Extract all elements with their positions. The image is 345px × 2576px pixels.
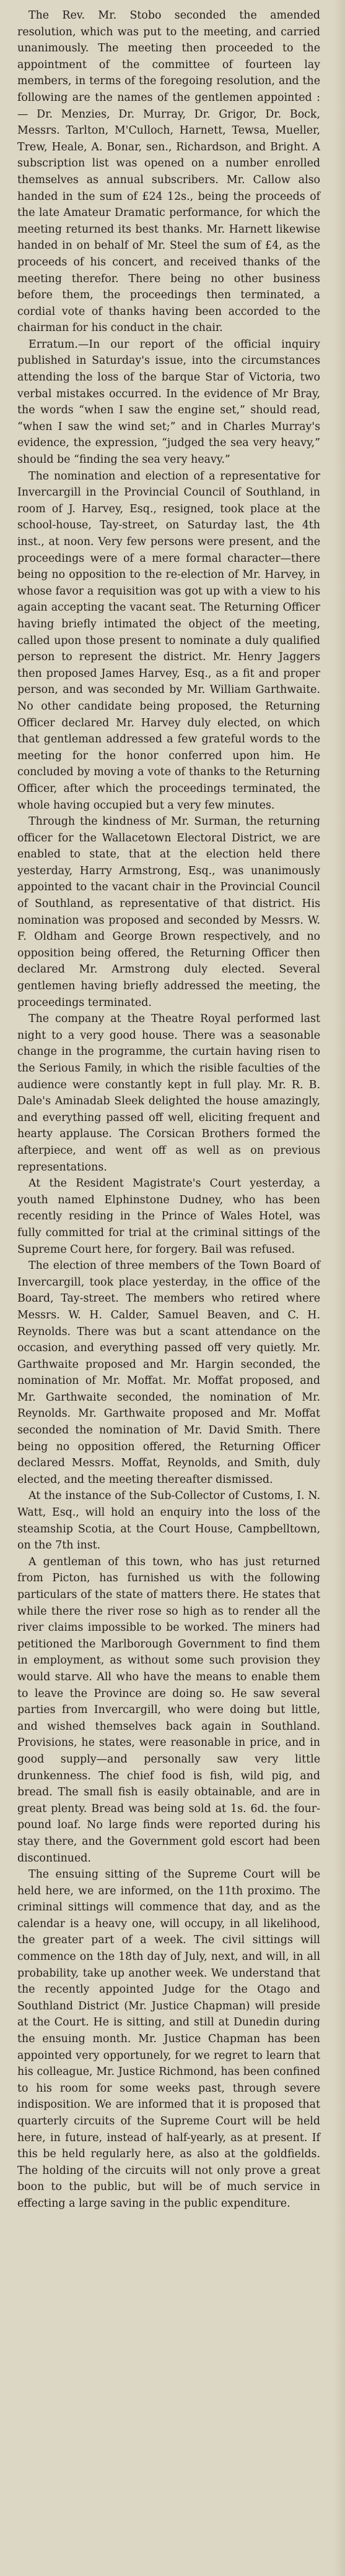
paragraph-town-board: The election of three members of the Town Board of Invercargill, took place yesterday, in the office of the Board, Tay-street. The members who retired where Messrs. W. H. Calder, Samuel Beaven, and C. H. Reynolds. There was but a scant attendance on the occasion, and everything passed off very quietly. Mr. Garthwaite proposed and Mr. Hargin seconded, the nomination of Mr. Moffat. Mr. Moffat proposed, and Mr. Garthwaite seconded, the nomination of Mr. Reynolds. Mr. Garthwaite proposed and Mr. Moffat seconded the nomination of Mr. David Smith. There being no opposition offered, the Returning Officer declared Messrs. Moffat, Reynolds, and Smith, duly elected, and the meeting thereafter dismissed.: [17, 1260, 320, 1486]
paragraph-supreme-court: The ensuing sitting of the Supreme Court will be held here, we are informed, on the 11th proximo. The criminal sittings will commence that day, and as the calendar is a heavy one, will occupy, in all likelihood, the greater part of a week. The civil sittings will commence on the 18th day of July, next, and will, in all probability, take up another week. We understand that the recently appointed Judge for the Otago and Southland District (Mr. Justice Chapman) will preside at the Court. He is sitting, and still at Dunedin during the ensuing month. Mr. Justice Chapman has been appointed very opportunely, for we regret to learn that his colleague, Mr. Justice Richmond, has been confined to his room for some weeks past, through severe indisposition. We are informed that it is proposed that quarterly circuits of the Supreme Court will be held here, in future, instead of half-yearly, as at present. If this be held regularly here, as also at the goldfields. The holding of the circuits will not only prove a great boon to the public, but will be of much service in effecting a large saving in the public expenditure.: [17, 1868, 320, 2210]
paragraph-customs-enquiry: At the instance of the Sub-Collector of Customs, I. N. Watt, Esq., will hold an enquiry into the loss of the steamship Scotia, at the Court House, Campbelltown, on the 7th inst.: [17, 1490, 320, 1552]
paragraph-committee: The Rev. Mr. Stobo seconded the amended resolution, which was put to the meeting, and carried unanimously. The meeting then proceeded to the appointment of the committee of fourteen lay members, in terms of the foregoing resolution, and the following are the names of the gentlemen appointed :— Dr. Menzies, Dr. Murray, Dr. Grigor, Dr. Bock, Messrs. Tarlton, M'Culloch, Harnett, Tewsa, Mueller, Trew, Heale, A. Bonar, sen., Richardson, and Bright. A subscription list was opened on a number enrolled themselves as annual subscribers. Mr. Callow also handed in the sum of £24 12s., being the proceeds of the late Amateur Dramatic performance, for which the meeting returned its best thanks. Mr. Harnett likewise handed in on behalf of Mr. Steel the sum of £4, as the proceeds of his concert, and received thanks of the meeting therefor. There being no other business before them, the proceedings then terminated, a cordial vote of thanks having been accorded to the chairman for his conduct in the chair.: [17, 9, 320, 335]
page-fold-shadow: [334, 0, 345, 2576]
news-column: [17, 7, 320, 2212]
paragraph-magistrates-court: At the Resident Magistrate's Court yesterday, a youth named Elphinstone Dudney, who has been recently residing in the Prince of Wales Hotel, was fully committed for trial at the criminal sittings of the Supreme Court here, for forgery. Bail was refused.: [17, 1177, 320, 1256]
paragraph-erratum: Erratum.—In our report of the official inquiry published in Saturday's issue, into the circumstances attending the loss of the barque Star of Victoria, two verbal mistakes occurred. In the evidence of Mr Bray, the words “when I saw the engine set,” should read, “when I saw the wind set;” and in Charles Murray's evidence, the expression, “judged the sea very heavy,” should be “finding the sea very heavy.”: [17, 338, 320, 466]
paragraph-invercargill-election: The nomination and election of a representative for Invercargill in the Provincial Council of Southland, in room of J. Harvey, Esq., resigned, took place at the school-house, Tay-street, on Saturday last, the 4th inst., at noon. Very few persons were present, and the proceedings were of a mere formal character—there being no opposition to the re-election of Mr. Harvey, in whose favor a requisition was got up with a view to his again accepting the vacant seat. The Returning Officer having briefly intimated the object of the meeting, called upon those present to nominate a duly qualified person to represent the district. Mr. Henry Jaggers then proposed James Harvey, Esq., as a fit and proper person, and was seconded by Mr. William Garthwaite. No other candidate being proposed, the Returning Officer declared Mr. Harvey duly elected, on which that gentleman addressed a few grateful words to the meeting for the honor conferred upon him. He concluded by moving a vote of thanks to the Returning Officer, after which the proceedings terminated, the whole having occupied but a very few minutes.: [17, 470, 320, 812]
paragraph-theatre-royal: The company at the Theatre Royal performed last night to a very good house. There was a seasonable change in the programme, the curtain having risen to the Serious Family, in which the risible faculties of the audience were constantly kept in full play. Mr. R. B. Dale's Aminadab Sleek delighted the house amazingly, and everything passed off well, eliciting frequent and hearty applause. The Corsican Brothers formed the afterpiece, and went off as well as on previous representations.: [17, 1013, 320, 1174]
paragraph-wallacetown-election: Through the kindness of Mr. Surman, the returning officer for the Wallacetown Electoral District, we are enabled to state, that at the election held there yesterday, Harry Armstrong, Esq., was unanimously appointed to the vacant chair in the Provincial Council of Southland, as representative of that district. His nomination was proposed and seconded by Messrs. W. F. Oldham and George Brown respectively, and no opposition being offered, the Returning Officer then declared Mr. Armstrong duly elected. Several gentlemen having briefly addressed the meeting, the proceedings terminated.: [17, 815, 320, 1009]
paragraph-picton-report: A gentleman of this town, who has just returned from Picton, has furnished us with the following particulars of the state of matters there. He states that while there the river rose so high as to render all the river claims impossible to be worked. The miners had petitioned the Marlborough Government to find them in employment, as without some such provision they would starve. All who have the means to enable them to leave the Province are doing so. He saw several parties from Invercargill, who were doing but little, and wished themselves back again in Southland. Provisions, he states, were reasonable in price, and in good supply—and personally saw very little drunkenness. The chief food is fish, wild pig, and bread. The small fish is easily obtainable, and are in great plenty. Bread was being sold at 1s. 6d. the four-pound loaf. No large finds were reported during his stay there, and the Government gold escort had been discontinued.: [17, 1555, 320, 1865]
